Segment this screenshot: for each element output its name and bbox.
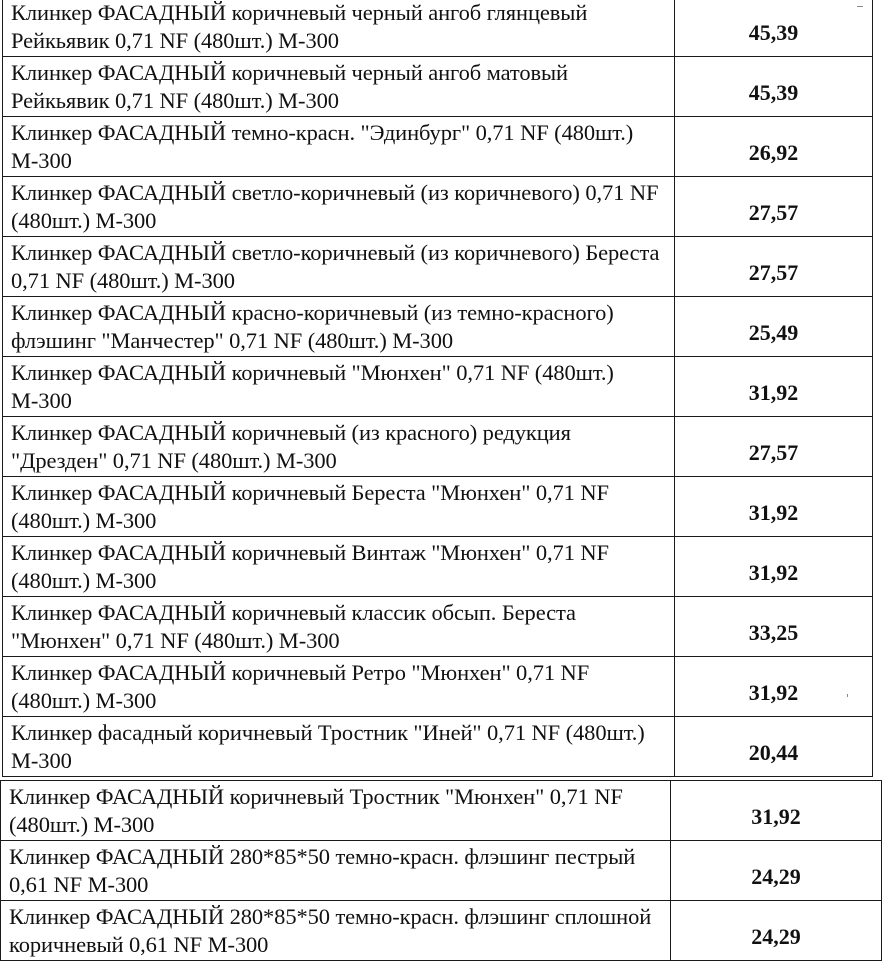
product-name-cell: Клинкер ФАСАДНЫЙ темно-красн. "Эдинбург" 0,71 NF (480шт.) М-300 bbox=[3, 117, 675, 177]
table-row bbox=[3, 57, 873, 117]
scan-artifact-mark bbox=[857, 6, 863, 7]
product-name-cell: Клинкер ФАСАДНЫЙ коричневый черный ангоб матовый Рейкьявик 0,71 NF (480шт.) М-300 bbox=[3, 57, 675, 117]
price-cell: 25,49 bbox=[675, 297, 873, 357]
product-name-cell: Клинкер ФАСАДНЫЙ коричневый черный ангоб глянцевый Рейкьявик 0,71 NF (480шт.) М-300 bbox=[3, 0, 675, 57]
price-cell: 20,44 bbox=[675, 717, 873, 777]
product-name-cell: Клинкер ФАСАДНЫЙ коричневый Ретро "Мюнхен" 0,71 NF (480шт.) М-300 bbox=[3, 657, 675, 717]
table-row bbox=[1, 841, 882, 901]
table-row bbox=[3, 417, 873, 477]
table-row bbox=[3, 297, 873, 357]
table-row bbox=[3, 717, 873, 777]
price-cell: 45,39 bbox=[675, 57, 873, 117]
product-name-cell: Клинкер ФАСАДНЫЙ коричневый классик обсып. Береста "Мюнхен" 0,71 NF (480шт.) М-300 bbox=[3, 597, 675, 657]
price-cell: 26,92 bbox=[675, 117, 873, 177]
table-row bbox=[3, 597, 873, 657]
table-row bbox=[3, 537, 873, 597]
price-cell: 45,39 bbox=[675, 0, 873, 57]
table-row bbox=[3, 237, 873, 297]
table-row bbox=[3, 657, 873, 717]
product-name-cell: Клинкер ФАСАДНЫЙ коричневый Тростник "Мюнхен" 0,71 NF (480шт.) М-300 bbox=[1, 781, 671, 841]
price-cell: 24,29 bbox=[671, 841, 882, 901]
price-cell: 31,92 bbox=[675, 357, 873, 417]
product-name-cell: Клинкер ФАСАДНЫЙ светло-коричневый (из коричневого) Береста 0,71 NF (480шт.) М-300 bbox=[3, 237, 675, 297]
table-row bbox=[1, 901, 882, 961]
price-cell: 24,29 bbox=[671, 901, 882, 961]
table-row bbox=[3, 357, 873, 417]
product-name-cell: Клинкер ФАСАДНЫЙ коричневый Винтаж "Мюнхен" 0,71 NF (480шт.) М-300 bbox=[3, 537, 675, 597]
table-row bbox=[3, 177, 873, 237]
price-cell: 27,57 bbox=[675, 417, 873, 477]
product-name-cell: Клинкер ФАСАДНЫЙ 280*85*50 темно-красн. флэшинг сплошной коричневый 0,61 NF М-300 bbox=[1, 901, 671, 961]
price-cell: 27,57 bbox=[675, 177, 873, 237]
product-name-cell: Клинкер ФАСАДНЫЙ коричневый "Мюнхен" 0,71 NF (480шт.) М-300 bbox=[3, 357, 675, 417]
scan-artifact-mark bbox=[847, 694, 848, 697]
table-row bbox=[1, 781, 882, 841]
price-table-upper bbox=[2, 0, 873, 777]
table-row bbox=[3, 477, 873, 537]
price-cell: 31,92 bbox=[675, 537, 873, 597]
price-cell: 31,92 bbox=[675, 477, 873, 537]
price-cell: 27,57 bbox=[675, 237, 873, 297]
product-name-cell: Клинкер ФАСАДНЫЙ коричневый Береста "Мюнхен" 0,71 NF (480шт.) М-300 bbox=[3, 477, 675, 537]
price-cell: 31,92 bbox=[671, 781, 882, 841]
price-cell: 31,92 bbox=[675, 657, 873, 717]
product-name-cell: Клинкер ФАСАДНЫЙ красно-коричневый (из темно-красного) флэшинг "Манчестер" 0,71 NF (480шт.) М-300 bbox=[3, 297, 675, 357]
product-name-cell: Клинкер ФАСАДНЫЙ 280*85*50 темно-красн. флэшинг пестрый 0,61 NF М-300 bbox=[1, 841, 671, 901]
product-name-cell: Клинкер ФАСАДНЫЙ коричневый (из красного) редукция "Дрезден" 0,71 NF (480шт.) М-300 bbox=[3, 417, 675, 477]
product-name-cell: Клинкер ФАСАДНЫЙ светло-коричневый (из коричневого) 0,71 NF (480шт.) М-300 bbox=[3, 177, 675, 237]
product-name-cell: Клинкер фасадный коричневый Тростник "Иней" 0,71 NF (480шт.) М-300 bbox=[3, 717, 675, 777]
price-cell: 33,25 bbox=[675, 597, 873, 657]
price-table-lower bbox=[0, 780, 882, 961]
table-row bbox=[3, 117, 873, 177]
table-row bbox=[3, 0, 873, 57]
